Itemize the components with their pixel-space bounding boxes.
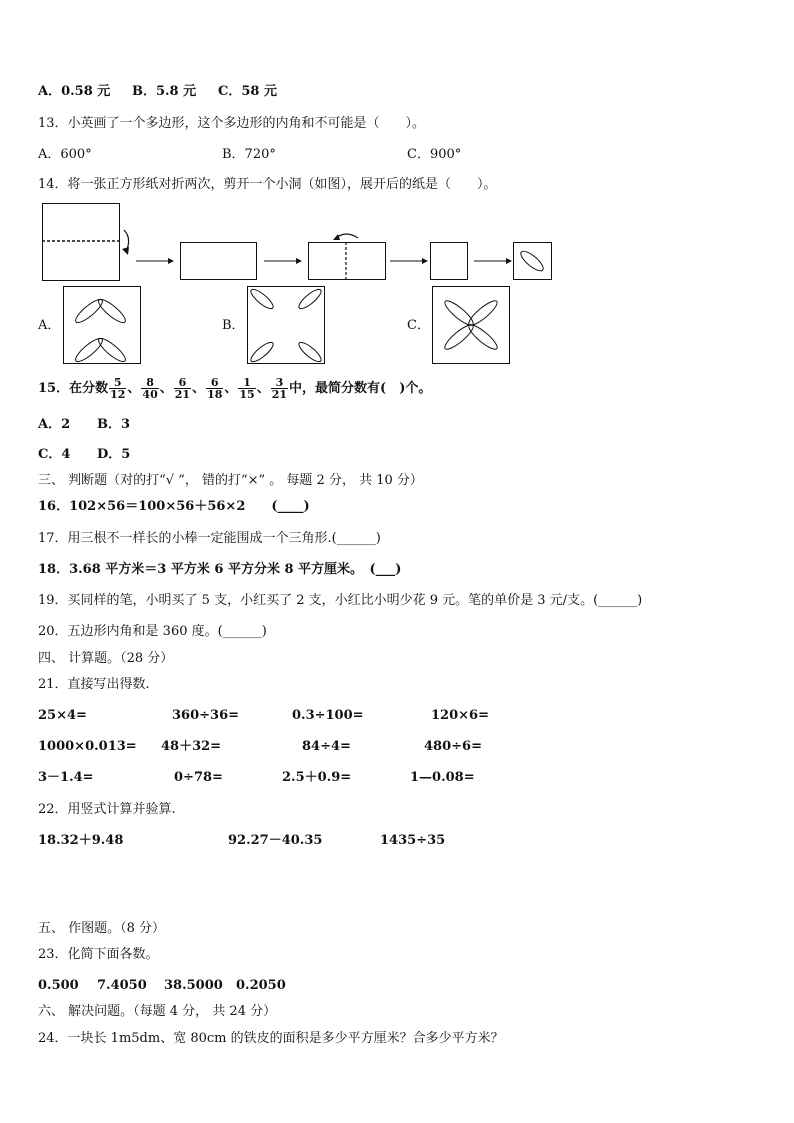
q12-option-b: B．5.8 元 xyxy=(132,84,197,99)
q23-item: 7.4050 xyxy=(97,978,147,993)
q21-item: 84÷4= xyxy=(302,739,351,754)
section-5-heading: 五、 作图题。（8 分） xyxy=(38,921,166,936)
q13-text: 13．小英画了一个多边形，这个多边形的内角和不可能是（ ）。 xyxy=(38,116,426,131)
q21-item: 2.5＋0.9= xyxy=(282,770,352,785)
q18-text: 18．3.68 平方米＝3 平方米 6 平方分米 8 平方厘米。 (___) xyxy=(38,562,402,577)
q15-option-c: C．4 xyxy=(38,447,71,462)
q21-text: 21．直接写出得数. xyxy=(38,677,150,692)
q24-text: 24．一块长 1m5dm、宽 80cm 的铁皮的面积是多少平方厘米？合多少平方米？ xyxy=(38,1031,504,1046)
q14-option-a: A． xyxy=(38,318,61,333)
q21-item: 1—0.08= xyxy=(410,770,475,785)
q15-text: 15．在分数 $\frac{5}{12}$ 、 $\frac{8}{40}$ 、 $\frac{6}{21}$ 、 $\frac{6}{18}$ 、 $\frac{1}{15}$ 、 $\frac{3}{21}$ 中，最简分数有( )个。 xyxy=(38,376,432,401)
fraction-4: $\frac{6}{18}$ xyxy=(207,376,223,401)
q21-item: 120×6= xyxy=(431,708,489,723)
q21-item: 1000×0.013= xyxy=(38,739,137,754)
fraction-5: $\frac{1}{15}$ xyxy=(239,376,255,401)
q15-prefix: 15．在分数 xyxy=(38,381,109,396)
q21-item: 48＋32= xyxy=(161,739,222,754)
q19-text: 19．买同样的笔，小明买了 5 支，小红买了 2 支，小红比小明少花 9 元。笔的单价是 3 元/支。(______) xyxy=(38,593,643,608)
option-c-petals xyxy=(0,0,794,400)
q17-text: 17．用三根不一样长的小棒一定能围成一个三角形.(______) xyxy=(38,531,381,546)
q12-option-a: A．0.58 元 xyxy=(38,84,111,99)
q12-option-c: C．58 元 xyxy=(218,84,277,99)
fraction-6: $\frac{3}{21}$ xyxy=(271,376,288,401)
q15-option-b: B．3 xyxy=(97,417,131,432)
section-4-heading: 四、 计算题。（28 分） xyxy=(38,651,174,666)
q22-item: 1435÷35 xyxy=(380,833,446,848)
q23-item: 0.2050 xyxy=(236,978,286,993)
q14-text: 14．将一张正方形纸对折两次，剪开一个小洞（如图），展开后的纸是（ ）。 xyxy=(38,177,497,192)
q20-text: 20．五边形内角和是 360 度。(______) xyxy=(38,624,267,639)
section-6-heading: 六、 解决问题。（每题 4 分， 共 24 分） xyxy=(38,1004,277,1019)
q22-item: 92.27－40.35 xyxy=(228,833,323,848)
fraction-2: $\frac{8}{40}$ xyxy=(142,376,158,401)
q22-text: 22．用竖式计算并验算. xyxy=(38,802,176,817)
q23-item: 38.5000 xyxy=(164,978,223,993)
q16-text: 16．102×56＝100×56＋56×2 (____) xyxy=(38,499,310,514)
q13-option-a: A．600° xyxy=(38,147,92,162)
q21-item: 360÷36= xyxy=(172,708,240,723)
q21-item: 25×4= xyxy=(38,708,87,723)
q23-text: 23．化简下面各数。 xyxy=(38,947,159,962)
q21-item: 0.3÷100= xyxy=(292,708,364,723)
q13-option-b: B．720° xyxy=(222,147,276,162)
q14-option-c: C． xyxy=(407,318,430,333)
section-3-heading: 三、 判断题（对的打“√ ”， 错的打“×” 。 每题 2 分， 共 10 分） xyxy=(38,473,423,488)
q21-item: 480÷6= xyxy=(424,739,482,754)
fraction-1: $\frac{5}{12}$ xyxy=(110,376,126,401)
q15-suffix: 中，最简分数有( )个。 xyxy=(289,381,432,396)
q15-option-d: D．5 xyxy=(97,447,131,462)
q15-option-a: A．2 xyxy=(38,417,71,432)
q22-item: 18.32＋9.48 xyxy=(38,833,124,848)
fraction-3: $\frac{6}{21}$ xyxy=(174,376,191,401)
q21-item: 0÷78= xyxy=(174,770,223,785)
q13-option-c: C．900° xyxy=(407,147,462,162)
q21-item: 3－1.4= xyxy=(38,770,94,785)
q14-option-b: B． xyxy=(222,318,245,333)
q23-item: 0.500 xyxy=(38,978,79,993)
